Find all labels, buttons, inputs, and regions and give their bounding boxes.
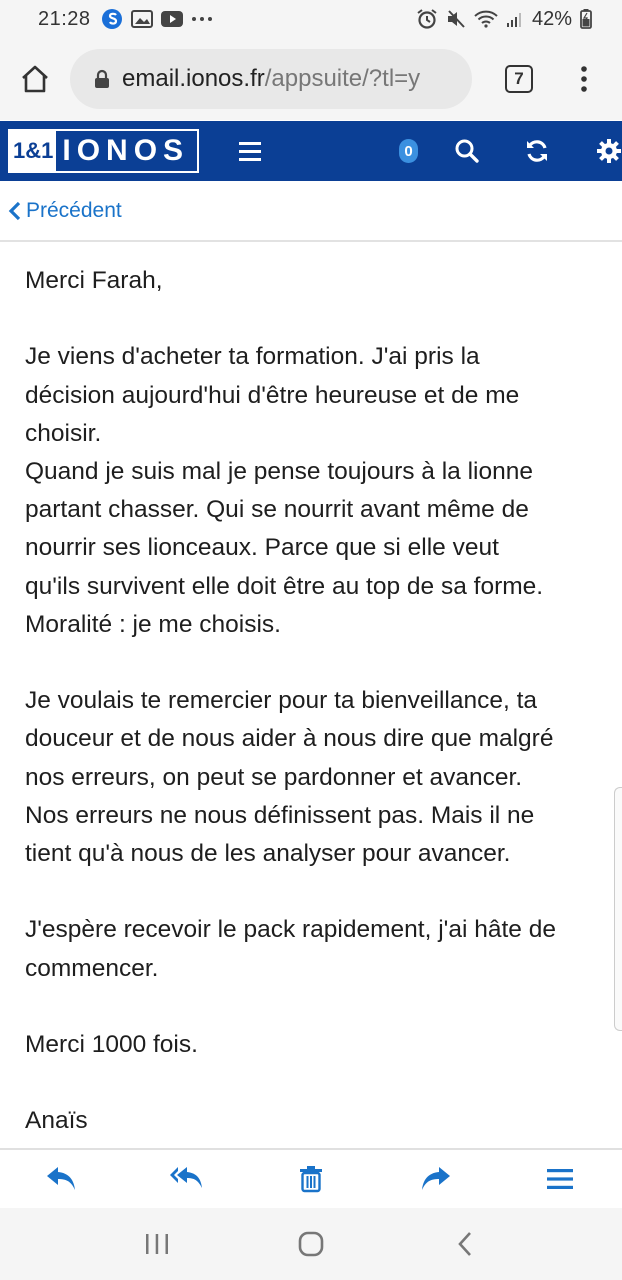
app-header	[0, 121, 622, 181]
status-bar	[0, 0, 622, 38]
email-line: J'espère recevoir le pack rapidement, j'ai hâte de	[25, 916, 556, 944]
email-body	[25, 262, 605, 1141]
back-label: Précédent	[26, 198, 122, 222]
recent-apps-button[interactable]	[127, 1214, 187, 1274]
email-line: Moralité : je me choisis.	[25, 610, 281, 638]
chevron-left-icon	[8, 201, 22, 221]
email-line: nourrir ses lionceaux. Parce que si elle veut	[25, 534, 499, 562]
browser-menu-button[interactable]	[564, 38, 604, 120]
reply-icon	[45, 1165, 79, 1193]
recent-apps-icon	[144, 1232, 170, 1256]
wifi-icon	[474, 10, 498, 28]
email-line: Je viens d'acheter ta formation. J'ai pris la	[25, 343, 480, 371]
email-line: nos erreurs, on peut se pardonner et avancer.	[25, 763, 523, 791]
more-menu-icon	[546, 1167, 574, 1191]
alarm-icon	[416, 8, 438, 30]
url-bar[interactable]	[70, 49, 472, 109]
email-line: Merci Farah,	[25, 267, 163, 294]
ionos-logo[interactable]	[8, 129, 199, 173]
mute-icon	[446, 9, 466, 29]
unread-count-badge[interactable]: 0	[399, 139, 418, 163]
email-line: Merci 1000 fois.	[25, 1031, 198, 1058]
scroll-handle[interactable]	[614, 787, 622, 1031]
gear-icon[interactable]	[596, 137, 622, 165]
back-arrow-icon	[456, 1231, 474, 1257]
reply-all-button[interactable]	[157, 1151, 217, 1207]
youtube-icon	[161, 11, 183, 27]
battery-icon	[580, 9, 592, 29]
delete-button[interactable]	[281, 1151, 341, 1207]
more-dots-icon	[191, 16, 213, 22]
email-line: décision aujourd'hui d'être heureuse et de me	[25, 381, 520, 409]
tabs-button[interactable]	[474, 38, 564, 120]
email-line: tient qu'à nous de les analyser pour avancer.	[25, 840, 511, 868]
url-path: /appsuite/?tl=y	[264, 65, 421, 92]
mail-action-toolbar	[0, 1148, 622, 1208]
hamburger-menu-icon[interactable]	[239, 142, 261, 161]
delete-icon	[299, 1165, 323, 1193]
more-vert-icon	[580, 66, 588, 92]
email-line: Quand je suis mal je pense toujours à la lionne	[25, 458, 534, 485]
signal-icon	[506, 10, 524, 28]
forward-button[interactable]	[405, 1151, 465, 1207]
home-icon	[20, 65, 50, 93]
home-button[interactable]	[0, 38, 70, 120]
email-line: Je voulais te remercier pour ta bienveillance, ta	[25, 687, 538, 715]
refresh-icon[interactable]	[524, 137, 550, 165]
email-line: douceur et de nous aider à nous dire que malgré	[25, 725, 554, 753]
email-line: Nos erreurs ne nous définissent pas. Mais il ne	[25, 801, 535, 829]
status-time: 21:28	[38, 7, 91, 30]
reply-button[interactable]	[32, 1151, 92, 1207]
s-app-icon	[101, 8, 123, 30]
logo-1and1: 1&1	[10, 131, 56, 171]
logo-ionos-text: IONOS	[62, 134, 190, 167]
email-line: qu'ils survivent elle doit être au top de sa forme.	[25, 572, 544, 600]
url-host: email.ionos.fr	[122, 65, 265, 92]
email-line: commencer.	[25, 954, 159, 982]
home-nav-button[interactable]	[281, 1214, 341, 1274]
forward-icon	[418, 1165, 452, 1193]
browser-toolbar	[0, 38, 622, 120]
image-icon	[131, 9, 153, 29]
email-line: partant chasser. Qui se nourrit avant même de	[25, 496, 529, 524]
reply-all-icon	[169, 1165, 205, 1193]
lock-icon	[94, 69, 110, 89]
tab-count: 7	[505, 65, 533, 93]
email-line: choisir.	[25, 419, 102, 447]
more-menu-button[interactable]	[530, 1151, 590, 1207]
back-nav-button[interactable]	[435, 1214, 495, 1274]
search-icon[interactable]	[454, 137, 480, 165]
email-signature: Anaïs	[25, 1107, 88, 1135]
back-link[interactable]	[0, 181, 622, 242]
system-nav-bar	[0, 1208, 622, 1280]
battery-percent: 42%	[531, 7, 572, 30]
home-circle-icon	[297, 1230, 325, 1258]
